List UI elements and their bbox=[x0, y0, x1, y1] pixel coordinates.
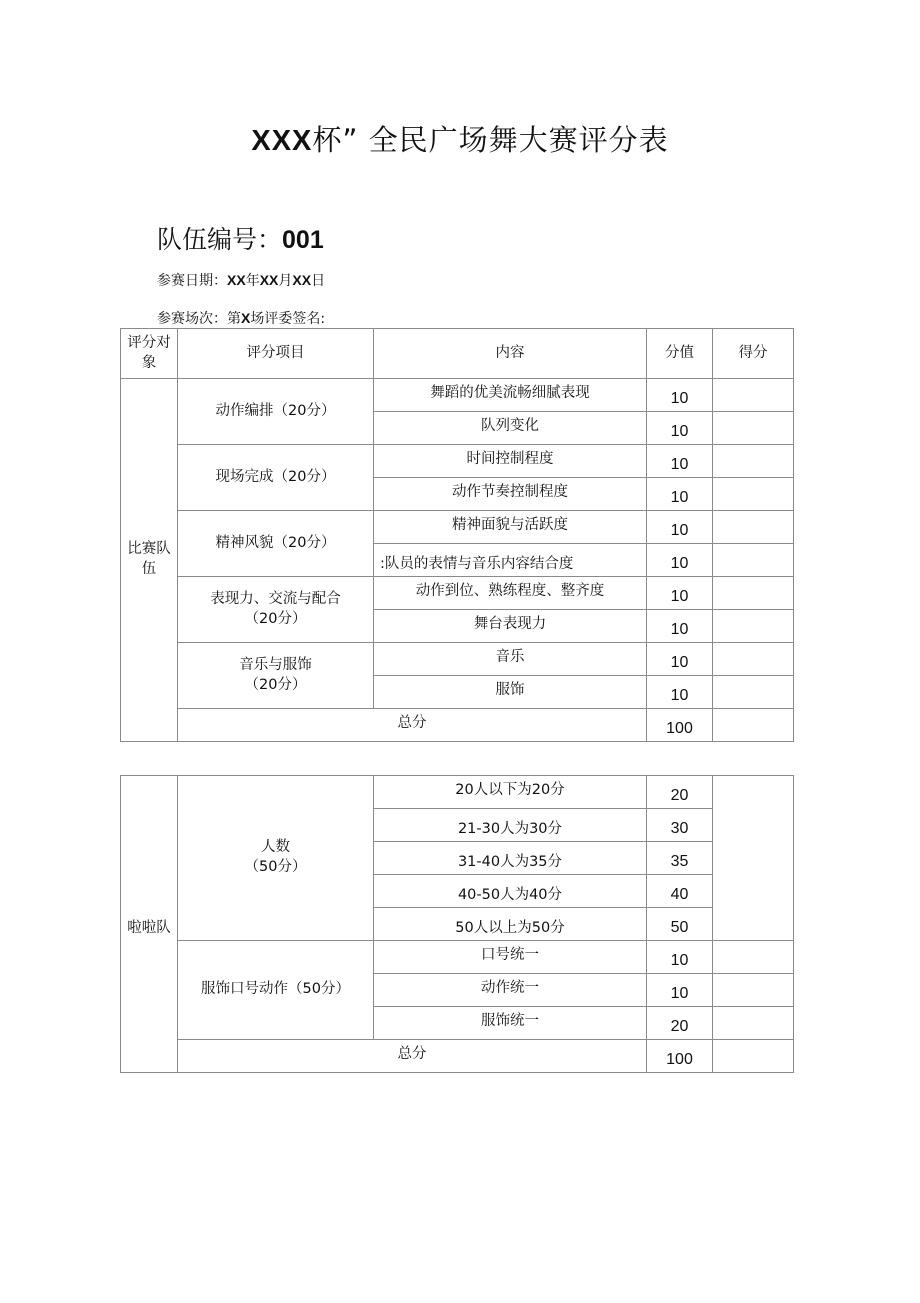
score-input-cell[interactable] bbox=[713, 643, 794, 676]
content-cell: 31-40人为35分 bbox=[374, 842, 647, 875]
team-number-value: 001 bbox=[282, 226, 324, 254]
points-cell: 10 bbox=[647, 577, 713, 610]
points-cell: 50 bbox=[647, 908, 713, 941]
cheerleading-score-table bbox=[120, 775, 794, 1073]
table-header-row bbox=[121, 329, 794, 379]
table-row bbox=[121, 941, 794, 974]
item-cell: 动作编排（20分） bbox=[178, 379, 374, 445]
content-cell: 动作到位、熟练程度、整齐度 bbox=[374, 577, 647, 610]
judge-signature-label: 场评委签名: bbox=[250, 311, 326, 327]
item-cell: 人数 （50分） bbox=[178, 776, 374, 941]
date-day: XX bbox=[292, 272, 312, 288]
session-value: X bbox=[241, 310, 251, 326]
header-item: 评分项目 bbox=[178, 329, 374, 379]
date-year-unit: 年 bbox=[245, 273, 260, 289]
item-cell: 音乐与服饰 （20分） bbox=[178, 643, 374, 709]
points-cell: 10 bbox=[647, 511, 713, 544]
competition-team-score-table bbox=[120, 328, 794, 742]
score-input-cell[interactable] bbox=[713, 544, 794, 577]
table-row bbox=[121, 379, 794, 412]
points-cell: 10 bbox=[647, 610, 713, 643]
content-cell: 舞台表现力 bbox=[374, 610, 647, 643]
score-input-cell[interactable] bbox=[713, 1007, 794, 1040]
points-cell: 35 bbox=[647, 842, 713, 875]
object-cell: 啦啦队 bbox=[121, 776, 178, 1073]
table-row bbox=[121, 643, 794, 676]
item-cell: 表现力、交流与配合 （20分） bbox=[178, 577, 374, 643]
date-year: XX bbox=[227, 272, 246, 288]
points-cell: 30 bbox=[647, 809, 713, 842]
item-cell: 现场完成（20分） bbox=[178, 445, 374, 511]
score-input-cell[interactable] bbox=[713, 478, 794, 511]
total-points: 100 bbox=[647, 1040, 713, 1073]
total-label: 总分 bbox=[178, 709, 647, 742]
points-cell: 10 bbox=[647, 676, 713, 709]
points-cell: 10 bbox=[647, 643, 713, 676]
score-input-cell[interactable] bbox=[713, 577, 794, 610]
title-prefix: XXX bbox=[251, 125, 313, 157]
content-cell: 舞蹈的优美流畅细腻表现 bbox=[374, 379, 647, 412]
points-cell: 10 bbox=[647, 445, 713, 478]
content-cell: 精神面貌与活跃度 bbox=[374, 511, 647, 544]
content-cell: 口号统一 bbox=[374, 941, 647, 974]
content-cell: 40-50人为40分 bbox=[374, 875, 647, 908]
score-input-cell[interactable] bbox=[713, 511, 794, 544]
team-number-label: 队伍编号： bbox=[157, 225, 283, 254]
object-cell: 比赛队 伍 bbox=[121, 379, 178, 742]
score-input-cell[interactable] bbox=[713, 941, 794, 974]
total-score-input-cell[interactable] bbox=[713, 709, 794, 742]
total-score-input-cell[interactable] bbox=[713, 1040, 794, 1073]
points-cell: 20 bbox=[647, 776, 713, 809]
session-line bbox=[157, 308, 325, 328]
total-label: 总分 bbox=[178, 1040, 647, 1073]
content-cell: 动作节奏控制程度 bbox=[374, 478, 647, 511]
table-row bbox=[121, 445, 794, 478]
score-input-cell[interactable] bbox=[713, 676, 794, 709]
session-label: 参赛场次：第 bbox=[157, 311, 241, 327]
content-cell: 50人以上为50分 bbox=[374, 908, 647, 941]
team-number-line bbox=[157, 220, 324, 256]
content-cell: :队员的表情与音乐内容结合度 bbox=[374, 544, 647, 577]
points-cell: 20 bbox=[647, 1007, 713, 1040]
table-row bbox=[121, 776, 794, 809]
total-row bbox=[121, 709, 794, 742]
content-cell: 音乐 bbox=[374, 643, 647, 676]
content-cell: 时间控制程度 bbox=[374, 445, 647, 478]
date-month: XX bbox=[259, 272, 279, 288]
page-title bbox=[0, 118, 920, 159]
content-cell: 21-30人为30分 bbox=[374, 809, 647, 842]
title-text: 杯” 全民广场舞大赛评分表 bbox=[312, 123, 669, 157]
total-points: 100 bbox=[647, 709, 713, 742]
table-row bbox=[121, 511, 794, 544]
score-input-cell[interactable] bbox=[713, 379, 794, 412]
score-input-cell[interactable] bbox=[713, 610, 794, 643]
points-cell: 10 bbox=[647, 379, 713, 412]
points-cell: 10 bbox=[647, 544, 713, 577]
header-points: 分值 bbox=[647, 329, 713, 379]
content-cell: 服饰统一 bbox=[374, 1007, 647, 1040]
content-cell: 队列变化 bbox=[374, 412, 647, 445]
table-row bbox=[121, 577, 794, 610]
score-input-cell[interactable] bbox=[713, 412, 794, 445]
header-content: 内容 bbox=[374, 329, 647, 379]
date-line bbox=[157, 270, 325, 290]
content-cell: 服饰 bbox=[374, 676, 647, 709]
content-cell: 20人以下为20分 bbox=[374, 776, 647, 809]
item-cell: 精神风貌（20分） bbox=[178, 511, 374, 577]
score-input-cell[interactable] bbox=[713, 974, 794, 1007]
item-cell: 服饰口号动作（50分） bbox=[178, 941, 374, 1040]
date-month-unit: 月 bbox=[278, 273, 293, 289]
points-cell: 10 bbox=[647, 974, 713, 1007]
points-cell: 10 bbox=[647, 941, 713, 974]
header-object: 评分对 象 bbox=[121, 329, 178, 379]
score-input-cell[interactable] bbox=[713, 776, 794, 941]
points-cell: 10 bbox=[647, 478, 713, 511]
content-cell: 动作统一 bbox=[374, 974, 647, 1007]
date-day-unit: 日 bbox=[311, 273, 326, 289]
header-score: 得分 bbox=[713, 329, 794, 379]
score-input-cell[interactable] bbox=[713, 445, 794, 478]
date-label: 参赛日期： bbox=[157, 273, 227, 289]
points-cell: 40 bbox=[647, 875, 713, 908]
points-cell: 10 bbox=[647, 412, 713, 445]
total-row bbox=[121, 1040, 794, 1073]
